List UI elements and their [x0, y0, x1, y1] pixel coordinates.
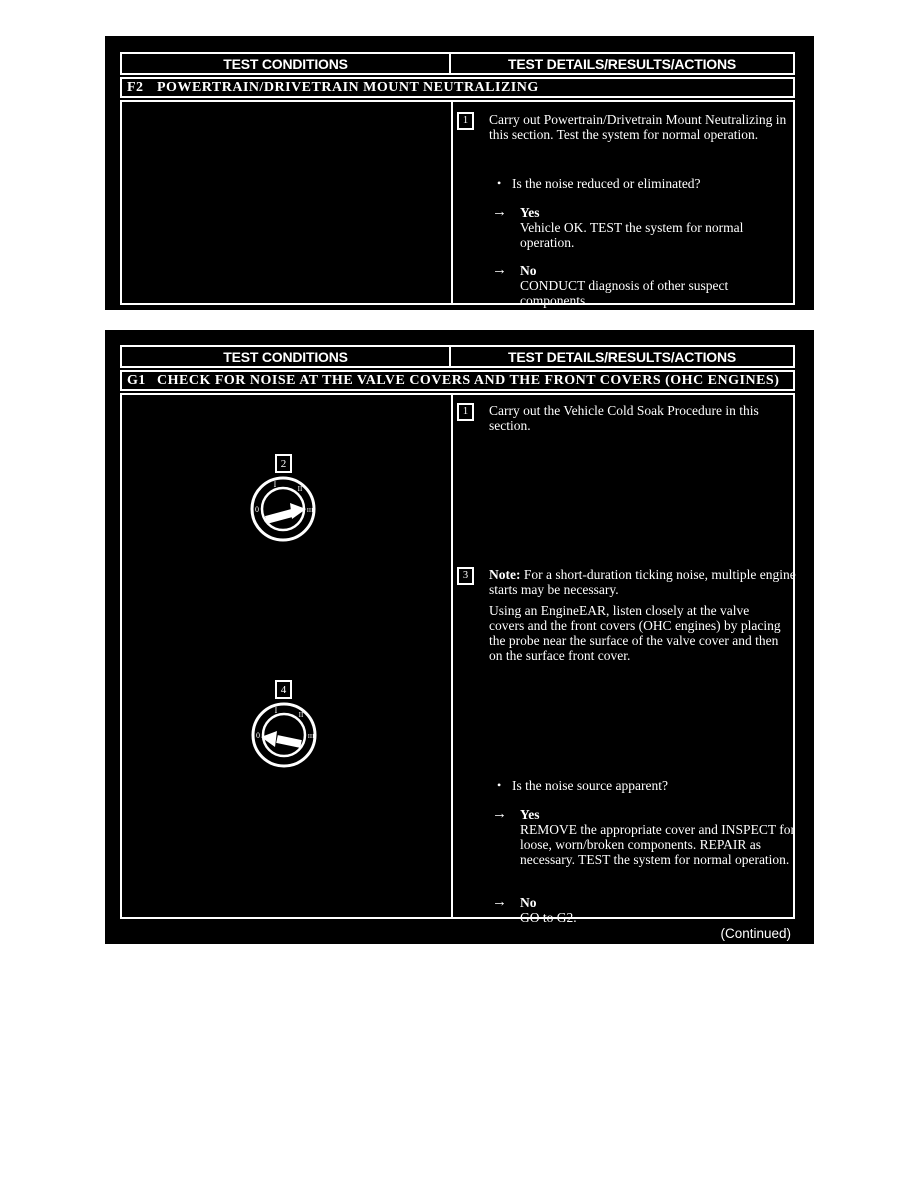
column-divider — [451, 395, 453, 917]
continued-label: (Continued) — [720, 926, 791, 941]
dial-pos-3: III — [306, 507, 314, 514]
arrow-icon: → — [492, 894, 507, 910]
header-test-conditions: TEST CONDITIONS — [122, 347, 451, 366]
column-divider — [451, 102, 453, 303]
dial-pos-0: 0 — [256, 731, 260, 740]
step-note — [489, 567, 797, 597]
question-line — [497, 778, 668, 793]
answer-yes — [492, 807, 798, 867]
test-title: CHECK FOR NOISE AT THE VALVE COVERS AND THE FRONT COVERS (OHC ENGINES) — [157, 372, 780, 388]
dial-pos-2: II — [297, 485, 303, 493]
figure-step-box: 4 — [275, 680, 292, 699]
arrow-icon: → — [492, 204, 507, 220]
table-header-row — [120, 52, 795, 75]
question-line — [497, 176, 701, 191]
test-code: F2 — [127, 79, 144, 95]
test-conditions-cell — [122, 102, 451, 303]
arrow-icon: → — [492, 806, 507, 822]
diagnostic-table-g1 — [120, 345, 796, 925]
test-details-cell — [455, 102, 793, 308]
step-item — [455, 567, 797, 663]
test-code-row-g1 — [120, 370, 795, 391]
note-text: For a short-duration ticking noise, multiple engine starts may be necessary. — [489, 567, 796, 597]
step-item — [455, 403, 797, 433]
answer-label: No — [520, 895, 537, 910]
answer-no — [492, 263, 792, 308]
header-test-details: TEST DETAILS/RESULTS/ACTIONS — [508, 348, 736, 365]
question-text: Is the noise source apparent? — [512, 778, 668, 793]
test-conditions-cell — [122, 395, 451, 917]
dial-pos-3: III — [307, 733, 315, 740]
diagnostic-table-f2 — [120, 52, 795, 307]
dial-pos-2: II — [298, 711, 304, 719]
dial-pos-1: I — [274, 706, 278, 715]
dial-pos-1: I — [273, 480, 277, 489]
step-number-box: 3 — [457, 567, 474, 585]
ignition-switch-off-icon — [249, 700, 319, 770]
answer-text: CONDUCT diagnosis of other suspect components. — [520, 278, 729, 308]
question-text: Is the noise reduced or eliminated? — [512, 176, 701, 191]
answer-text: GO to G2. — [520, 910, 577, 925]
header-test-conditions: TEST CONDITIONS — [122, 54, 451, 73]
scan-page-top — [105, 36, 814, 310]
bullet-icon: • — [497, 778, 502, 792]
scan-page-bottom — [105, 330, 814, 944]
table-body-g1 — [120, 393, 796, 925]
header-test-details: TEST DETAILS/RESULTS/ACTIONS — [508, 55, 736, 72]
dial-pos-0: 0 — [255, 505, 259, 514]
step-text: Using an EngineEAR, listen closely at the valve covers and the front covers (OHC engines) by placing the probe near the surface of the valve cover and then on the surface front cover. — [489, 603, 781, 663]
arrow-icon: → — [492, 262, 507, 278]
note-label: Note: — [489, 567, 521, 582]
test-code-row-f2 — [120, 77, 795, 98]
answer-no — [492, 895, 798, 925]
test-details-cell — [455, 395, 796, 925]
table-header-row — [120, 345, 795, 368]
answer-label: No — [520, 263, 537, 278]
test-title: POWERTRAIN/DRIVETRAIN MOUNT NEUTRALIZING — [157, 79, 539, 95]
answer-text: REMOVE the appropriate cover and INSPECT for loose, worn/broken components. REPAIR as necessary. TEST the system for normal operation. — [520, 822, 795, 867]
answer-yes — [492, 205, 792, 250]
ignition-switch-start-icon — [248, 474, 318, 544]
answer-label: Yes — [520, 807, 540, 822]
step-text: Carry out Powertrain/Drivetrain Mount Neutralizing in this section. Test the system for normal operation. — [489, 112, 787, 142]
step-number-box: 1 — [457, 403, 474, 421]
step-text: Carry out the Vehicle Cold Soak Procedure in this section. — [489, 403, 759, 433]
answer-label: Yes — [520, 205, 540, 220]
step-item — [455, 112, 797, 142]
test-code: G1 — [127, 372, 146, 388]
bullet-icon: • — [497, 176, 502, 190]
step-number-box: 1 — [457, 112, 474, 130]
figure-step-box: 2 — [275, 454, 292, 473]
table-body-f2 — [120, 100, 795, 308]
answer-text: Vehicle OK. TEST the system for normal operation. — [520, 220, 744, 250]
